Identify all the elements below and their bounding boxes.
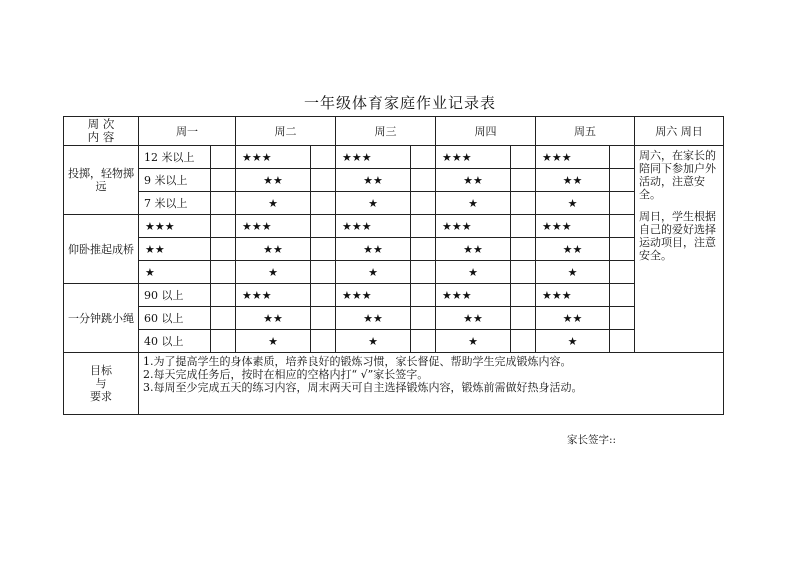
star-rating: ★ — [336, 330, 411, 353]
check-cell-mon[interactable] — [211, 192, 236, 215]
table-row — [64, 261, 724, 284]
check-cell[interactable] — [411, 146, 436, 169]
star-rating: ★★★ — [436, 146, 511, 169]
day-header-mon: 周一 — [139, 117, 236, 146]
star-rating: ★ — [536, 192, 610, 215]
star-rating: ★ — [536, 261, 610, 284]
star-rating: ★★ — [236, 238, 311, 261]
star-rating: ★ — [536, 330, 610, 353]
check-cell-mon[interactable] — [211, 215, 236, 238]
check-cell[interactable] — [610, 169, 635, 192]
goals-row — [64, 353, 724, 415]
table-row — [64, 238, 724, 261]
check-cell[interactable] — [511, 330, 536, 353]
check-cell[interactable] — [411, 238, 436, 261]
level-label: 9 米以上 — [139, 169, 211, 192]
goal-item: 3.每周至少完成五天的练习内容，周末两天可自主选择锻炼内容，锻炼前需做好热身活动。 — [143, 381, 583, 394]
level-label: 90 以上 — [139, 284, 211, 307]
saturday-note: 周六，在家长的陪同下参加户外活动，注意安全。 — [639, 149, 716, 201]
check-cell[interactable] — [511, 284, 536, 307]
check-cell[interactable] — [311, 261, 336, 284]
star-rating: ★★★ — [336, 146, 411, 169]
check-cell[interactable] — [511, 238, 536, 261]
check-cell[interactable] — [511, 192, 536, 215]
level-label: ★★ — [139, 238, 211, 261]
check-cell[interactable] — [411, 284, 436, 307]
star-rating: ★★ — [336, 307, 411, 330]
check-cell-mon[interactable] — [211, 307, 236, 330]
level-label: ★★★ — [139, 215, 211, 238]
level-label: 40 以上 — [139, 330, 211, 353]
star-rating: ★★★ — [536, 146, 610, 169]
table-row — [64, 215, 724, 238]
check-cell[interactable] — [610, 307, 635, 330]
star-rating: ★ — [436, 261, 511, 284]
star-rating: ★★ — [436, 307, 511, 330]
star-rating: ★ — [336, 261, 411, 284]
check-cell[interactable] — [311, 307, 336, 330]
star-rating: ★ — [236, 261, 311, 284]
check-cell-mon[interactable] — [211, 169, 236, 192]
check-cell[interactable] — [511, 169, 536, 192]
check-cell-mon[interactable] — [211, 261, 236, 284]
level-label: 60 以上 — [139, 307, 211, 330]
star-rating: ★★★ — [336, 215, 411, 238]
star-rating: ★★ — [536, 238, 610, 261]
star-rating: ★★ — [436, 169, 511, 192]
table-row — [64, 307, 724, 330]
star-rating: ★ — [436, 192, 511, 215]
goals-label-line: 与 — [95, 377, 107, 390]
star-rating: ★★ — [436, 238, 511, 261]
check-cell-mon[interactable] — [211, 238, 236, 261]
day-header-wed: 周三 — [336, 117, 436, 146]
star-rating: ★★★ — [336, 284, 411, 307]
check-cell[interactable] — [311, 284, 336, 307]
check-cell[interactable] — [411, 307, 436, 330]
corner-bottom: 内 容 — [87, 130, 115, 144]
check-cell[interactable] — [411, 215, 436, 238]
check-cell[interactable] — [610, 284, 635, 307]
check-cell[interactable] — [411, 192, 436, 215]
check-cell[interactable] — [610, 215, 635, 238]
check-cell[interactable] — [311, 146, 336, 169]
check-cell[interactable] — [411, 169, 436, 192]
star-rating: ★★★ — [236, 146, 311, 169]
star-rating: ★★ — [236, 169, 311, 192]
level-label: ★ — [139, 261, 211, 284]
goal-item: 2.每天完成任务后，按时在相应的空格内打“ √”家长签字。 — [143, 368, 429, 381]
star-rating: ★ — [236, 330, 311, 353]
exercise-name: 仰卧推起成桥 — [64, 215, 139, 284]
page-title: 一年级体育家庭作业记录表 — [303, 94, 496, 112]
table-row — [64, 169, 724, 192]
check-cell[interactable] — [311, 330, 336, 353]
goals-label — [64, 353, 139, 415]
level-label: 12 米以上 — [139, 146, 211, 169]
check-cell[interactable] — [610, 238, 635, 261]
exercise-name: 投掷，轻物掷远 — [64, 146, 139, 215]
check-cell[interactable] — [511, 261, 536, 284]
corner-top: 周 次 — [87, 117, 115, 131]
check-cell[interactable] — [610, 330, 635, 353]
check-cell[interactable] — [411, 330, 436, 353]
star-rating: ★★★ — [236, 284, 311, 307]
day-header-weekend: 周六 周日 — [635, 117, 724, 146]
star-rating: ★★ — [236, 307, 311, 330]
goal-item: 1.为了提高学生的身体素质，培养良好的锻炼习惯，家长督促、帮助学生完成锻炼内容。 — [143, 355, 572, 368]
day-header-thu: 周四 — [436, 117, 536, 146]
star-rating: ★ — [236, 192, 311, 215]
header-row — [64, 117, 724, 146]
level-label: 7 米以上 — [139, 192, 211, 215]
sunday-note: 周日，学生根据自己的爱好选择运动项目，注意安全。 — [639, 210, 716, 262]
check-cell[interactable] — [311, 238, 336, 261]
check-cell[interactable] — [610, 146, 635, 169]
goals-text — [139, 353, 724, 415]
star-rating: ★★★ — [236, 215, 311, 238]
day-header-fri: 周五 — [536, 117, 635, 146]
star-rating: ★★ — [336, 238, 411, 261]
table-row — [64, 330, 724, 353]
star-rating: ★★★ — [436, 215, 511, 238]
check-cell-mon[interactable] — [211, 284, 236, 307]
goals-label-line: 目标 — [90, 364, 112, 377]
star-rating: ★★★ — [536, 284, 610, 307]
check-cell[interactable] — [311, 169, 336, 192]
star-rating: ★★ — [536, 307, 610, 330]
exercise-name: 一分钟跳小绳 — [64, 284, 139, 353]
star-rating: ★ — [336, 192, 411, 215]
check-cell-mon[interactable] — [211, 330, 236, 353]
day-header-tue: 周二 — [236, 117, 336, 146]
goals-label-line: 要求 — [90, 390, 112, 403]
check-cell[interactable] — [311, 215, 336, 238]
weekend-note — [635, 146, 724, 353]
star-rating: ★★ — [536, 169, 610, 192]
star-rating: ★★★ — [536, 215, 610, 238]
check-cell[interactable] — [610, 261, 635, 284]
check-cell[interactable] — [311, 192, 336, 215]
check-cell[interactable] — [511, 307, 536, 330]
table-row — [64, 146, 724, 169]
check-cell-mon[interactable] — [211, 146, 236, 169]
check-cell[interactable] — [511, 215, 536, 238]
parent-signature-label: 家长签字:: — [567, 434, 617, 446]
star-rating: ★ — [436, 330, 511, 353]
table-row — [64, 192, 724, 215]
record-table — [63, 116, 724, 415]
check-cell[interactable] — [411, 261, 436, 284]
star-rating: ★★★ — [436, 284, 511, 307]
check-cell[interactable] — [610, 192, 635, 215]
check-cell[interactable] — [511, 146, 536, 169]
table-row — [64, 284, 724, 307]
star-rating: ★★ — [336, 169, 411, 192]
corner-cell — [64, 117, 139, 146]
